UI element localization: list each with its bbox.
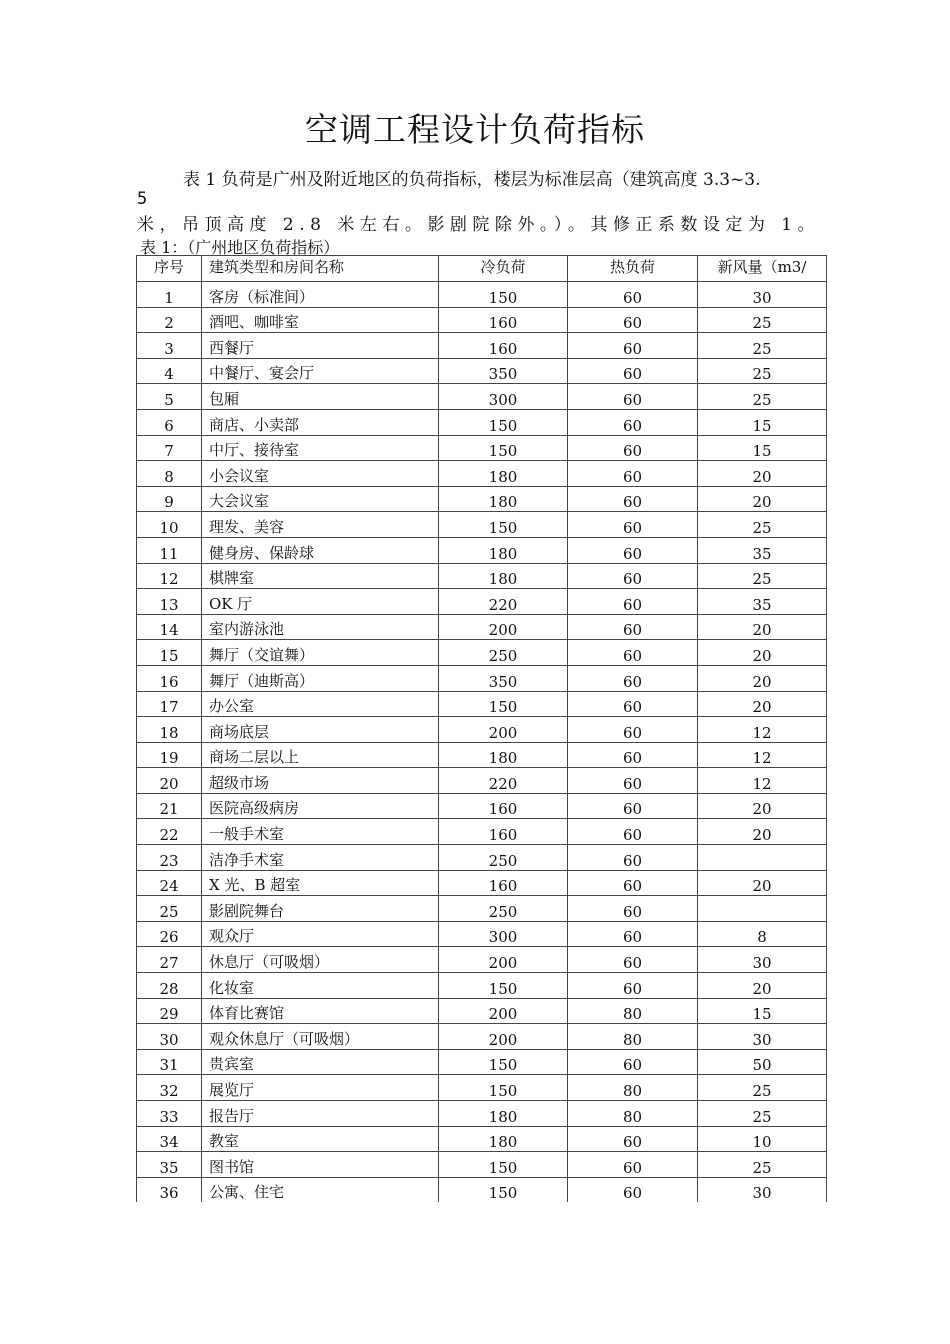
fresh-air-cell: 30 bbox=[698, 282, 827, 308]
row-index-cell: 29 bbox=[137, 998, 202, 1024]
row-index-cell: 33 bbox=[137, 1101, 202, 1127]
cooling-load-cell: 200 bbox=[439, 1024, 568, 1050]
heating-load-cell: 60 bbox=[568, 307, 698, 333]
row-index-cell: 20 bbox=[137, 768, 202, 794]
table-row bbox=[137, 461, 827, 487]
fresh-air-cell: 25 bbox=[698, 358, 827, 384]
building-type-cell: 医院高级病房 bbox=[202, 793, 439, 819]
heating-load-cell: 60 bbox=[568, 1177, 698, 1202]
building-type-cell: 贵宾室 bbox=[202, 1049, 439, 1075]
table-row bbox=[137, 1024, 827, 1050]
heating-load-cell: 60 bbox=[568, 435, 698, 461]
heating-load-cell: 60 bbox=[568, 333, 698, 359]
cooling-load-cell: 150 bbox=[439, 1075, 568, 1101]
row-index-cell: 6 bbox=[137, 409, 202, 435]
cooling-load-cell: 160 bbox=[439, 307, 568, 333]
heating-load-cell: 60 bbox=[568, 1126, 698, 1152]
fresh-air-cell: 15 bbox=[698, 998, 827, 1024]
table-row bbox=[137, 1101, 827, 1127]
building-type-cell: 一般手术室 bbox=[202, 819, 439, 845]
building-type-cell: 室内游泳池 bbox=[202, 614, 439, 640]
table-row bbox=[137, 435, 827, 461]
building-type-cell: 商场二层以上 bbox=[202, 742, 439, 768]
table-row bbox=[137, 537, 827, 563]
cooling-load-cell: 350 bbox=[439, 358, 568, 384]
row-index-cell: 23 bbox=[137, 845, 202, 871]
cooling-load-cell: 160 bbox=[439, 333, 568, 359]
building-type-cell: 休息厅（可吸烟） bbox=[202, 947, 439, 973]
table-row bbox=[137, 307, 827, 333]
fresh-air-cell: 20 bbox=[698, 819, 827, 845]
heating-load-cell: 60 bbox=[568, 691, 698, 717]
fresh-air-cell: 8 bbox=[698, 921, 827, 947]
table-caption: 表 1：（广州地区负荷指标） bbox=[140, 238, 340, 257]
table-row bbox=[137, 282, 827, 308]
heating-load-cell: 60 bbox=[568, 614, 698, 640]
table-row bbox=[137, 768, 827, 794]
building-type-cell: 观众厅 bbox=[202, 921, 439, 947]
fresh-air-cell: 25 bbox=[698, 1101, 827, 1127]
table-row bbox=[137, 1049, 827, 1075]
building-type-cell: 健身房、保龄球 bbox=[202, 537, 439, 563]
cooling-load-cell: 150 bbox=[439, 282, 568, 308]
building-type-cell: OK 厅 bbox=[202, 589, 439, 615]
building-type-cell: 商店、小卖部 bbox=[202, 409, 439, 435]
cooling-load-cell: 150 bbox=[439, 973, 568, 999]
row-index-cell: 34 bbox=[137, 1126, 202, 1152]
fresh-air-cell: 12 bbox=[698, 768, 827, 794]
fresh-air-cell: 10 bbox=[698, 1126, 827, 1152]
fresh-air-cell: 20 bbox=[698, 614, 827, 640]
fresh-air-cell: 35 bbox=[698, 589, 827, 615]
heating-load-cell: 60 bbox=[568, 1049, 698, 1075]
cooling-load-cell: 200 bbox=[439, 998, 568, 1024]
heating-load-cell: 60 bbox=[568, 486, 698, 512]
heating-load-cell: 60 bbox=[568, 358, 698, 384]
heating-load-cell: 60 bbox=[568, 589, 698, 615]
cooling-load-cell: 160 bbox=[439, 793, 568, 819]
table-row bbox=[137, 742, 827, 768]
building-type-cell: 理发、美容 bbox=[202, 512, 439, 538]
building-type-cell: 图书馆 bbox=[202, 1152, 439, 1178]
heating-load-cell: 80 bbox=[568, 1024, 698, 1050]
table-row bbox=[137, 589, 827, 615]
building-type-cell: 观众休息厅（可吸烟） bbox=[202, 1024, 439, 1050]
heating-load-cell: 60 bbox=[568, 384, 698, 410]
header-cooling-load: 冷负荷 bbox=[439, 256, 568, 282]
heating-load-cell: 60 bbox=[568, 512, 698, 538]
table-row bbox=[137, 717, 827, 743]
table-row bbox=[137, 947, 827, 973]
row-index-cell: 12 bbox=[137, 563, 202, 589]
table-row bbox=[137, 1126, 827, 1152]
building-type-cell: 中厅、接待室 bbox=[202, 435, 439, 461]
building-type-cell: 大会议室 bbox=[202, 486, 439, 512]
building-type-cell: 西餐厅 bbox=[202, 333, 439, 359]
fresh-air-cell: 35 bbox=[698, 537, 827, 563]
row-index-cell: 4 bbox=[137, 358, 202, 384]
fresh-air-cell: 25 bbox=[698, 1152, 827, 1178]
building-type-cell: 客房（标准间） bbox=[202, 282, 439, 308]
row-index-cell: 30 bbox=[137, 1024, 202, 1050]
row-index-cell: 1 bbox=[137, 282, 202, 308]
cooling-load-cell: 160 bbox=[439, 819, 568, 845]
heating-load-cell: 60 bbox=[568, 665, 698, 691]
heating-load-cell: 60 bbox=[568, 640, 698, 666]
table-row bbox=[137, 896, 827, 922]
table-header-row bbox=[137, 256, 827, 282]
heating-load-cell: 60 bbox=[568, 947, 698, 973]
row-index-cell: 14 bbox=[137, 614, 202, 640]
row-index-cell: 21 bbox=[137, 793, 202, 819]
cooling-load-cell: 180 bbox=[439, 563, 568, 589]
table-row bbox=[137, 921, 827, 947]
building-type-cell: 舞厅（交谊舞） bbox=[202, 640, 439, 666]
table-row bbox=[137, 973, 827, 999]
row-index-cell: 36 bbox=[137, 1177, 202, 1202]
heating-load-cell: 60 bbox=[568, 973, 698, 999]
building-type-cell: 小会议室 bbox=[202, 461, 439, 487]
intro-paragraph-line-1-wrap: 5 bbox=[137, 189, 148, 209]
header-index: 序号 bbox=[137, 256, 202, 282]
building-type-cell: 展览厅 bbox=[202, 1075, 439, 1101]
table-row bbox=[137, 819, 827, 845]
table-row bbox=[137, 409, 827, 435]
fresh-air-cell: 25 bbox=[698, 384, 827, 410]
row-index-cell: 25 bbox=[137, 896, 202, 922]
document-title: 空调工程设计负荷指标 bbox=[305, 110, 645, 149]
building-type-cell: 办公室 bbox=[202, 691, 439, 717]
building-type-cell: 报告厅 bbox=[202, 1101, 439, 1127]
table-row bbox=[137, 486, 827, 512]
fresh-air-cell: 20 bbox=[698, 486, 827, 512]
building-type-cell: 棋牌室 bbox=[202, 563, 439, 589]
row-index-cell: 3 bbox=[137, 333, 202, 359]
cooling-load-cell: 350 bbox=[439, 665, 568, 691]
building-type-cell: 教室 bbox=[202, 1126, 439, 1152]
row-index-cell: 10 bbox=[137, 512, 202, 538]
table-row bbox=[137, 1075, 827, 1101]
row-index-cell: 27 bbox=[137, 947, 202, 973]
table-row bbox=[137, 640, 827, 666]
cooling-load-cell: 150 bbox=[439, 512, 568, 538]
fresh-air-cell: 30 bbox=[698, 1177, 827, 1202]
table-row bbox=[137, 614, 827, 640]
building-type-cell: 影剧院舞台 bbox=[202, 896, 439, 922]
fresh-air-cell: 20 bbox=[698, 640, 827, 666]
row-index-cell: 2 bbox=[137, 307, 202, 333]
cooling-load-cell: 160 bbox=[439, 870, 568, 896]
fresh-air-cell: 12 bbox=[698, 717, 827, 743]
row-index-cell: 9 bbox=[137, 486, 202, 512]
row-index-cell: 15 bbox=[137, 640, 202, 666]
row-index-cell: 7 bbox=[137, 435, 202, 461]
cooling-load-cell: 180 bbox=[439, 742, 568, 768]
fresh-air-cell: 30 bbox=[698, 947, 827, 973]
fresh-air-cell: 25 bbox=[698, 1075, 827, 1101]
heating-load-cell: 60 bbox=[568, 870, 698, 896]
cooling-load-cell: 250 bbox=[439, 845, 568, 871]
cooling-load-cell: 180 bbox=[439, 461, 568, 487]
building-type-cell: X 光、B 超室 bbox=[202, 870, 439, 896]
building-type-cell: 体育比赛馆 bbox=[202, 998, 439, 1024]
cooling-load-cell: 300 bbox=[439, 921, 568, 947]
fresh-air-cell bbox=[698, 845, 827, 871]
building-type-cell: 商场底层 bbox=[202, 717, 439, 743]
table-row bbox=[137, 998, 827, 1024]
table-row bbox=[137, 691, 827, 717]
row-index-cell: 31 bbox=[137, 1049, 202, 1075]
table-row bbox=[137, 1152, 827, 1178]
table-row bbox=[137, 665, 827, 691]
heating-load-cell: 60 bbox=[568, 768, 698, 794]
cooling-load-cell: 180 bbox=[439, 1126, 568, 1152]
header-fresh-air: 新风量（m3/ bbox=[698, 256, 827, 282]
load-index-table bbox=[136, 255, 827, 1202]
table-row bbox=[137, 384, 827, 410]
heating-load-cell: 60 bbox=[568, 1152, 698, 1178]
fresh-air-cell: 20 bbox=[698, 973, 827, 999]
row-index-cell: 17 bbox=[137, 691, 202, 717]
fresh-air-cell: 20 bbox=[698, 461, 827, 487]
table-row bbox=[137, 793, 827, 819]
fresh-air-cell: 25 bbox=[698, 512, 827, 538]
fresh-air-cell: 20 bbox=[698, 870, 827, 896]
cooling-load-cell: 250 bbox=[439, 640, 568, 666]
heating-load-cell: 60 bbox=[568, 282, 698, 308]
row-index-cell: 24 bbox=[137, 870, 202, 896]
fresh-air-cell: 15 bbox=[698, 435, 827, 461]
cooling-load-cell: 200 bbox=[439, 947, 568, 973]
cooling-load-cell: 220 bbox=[439, 768, 568, 794]
table-row bbox=[137, 512, 827, 538]
row-index-cell: 22 bbox=[137, 819, 202, 845]
cooling-load-cell: 300 bbox=[439, 384, 568, 410]
fresh-air-cell: 15 bbox=[698, 409, 827, 435]
building-type-cell: 中餐厅、宴会厅 bbox=[202, 358, 439, 384]
table-row bbox=[137, 870, 827, 896]
heating-load-cell: 80 bbox=[568, 998, 698, 1024]
heating-load-cell: 60 bbox=[568, 793, 698, 819]
building-type-cell: 超级市场 bbox=[202, 768, 439, 794]
cooling-load-cell: 180 bbox=[439, 537, 568, 563]
heating-load-cell: 60 bbox=[568, 896, 698, 922]
row-index-cell: 26 bbox=[137, 921, 202, 947]
heating-load-cell: 60 bbox=[568, 461, 698, 487]
cooling-load-cell: 150 bbox=[439, 1049, 568, 1075]
fresh-air-cell: 25 bbox=[698, 307, 827, 333]
heating-load-cell: 60 bbox=[568, 742, 698, 768]
heating-load-cell: 80 bbox=[568, 1101, 698, 1127]
cooling-load-cell: 220 bbox=[439, 589, 568, 615]
fresh-air-cell: 50 bbox=[698, 1049, 827, 1075]
row-index-cell: 35 bbox=[137, 1152, 202, 1178]
fresh-air-cell: 20 bbox=[698, 691, 827, 717]
fresh-air-cell: 25 bbox=[698, 333, 827, 359]
cooling-load-cell: 250 bbox=[439, 896, 568, 922]
cooling-load-cell: 200 bbox=[439, 614, 568, 640]
heating-load-cell: 60 bbox=[568, 717, 698, 743]
fresh-air-cell: 30 bbox=[698, 1024, 827, 1050]
cooling-load-cell: 180 bbox=[439, 486, 568, 512]
building-type-cell: 公寓、住宅 bbox=[202, 1177, 439, 1202]
fresh-air-cell: 20 bbox=[698, 665, 827, 691]
table-row bbox=[137, 1177, 827, 1202]
heating-load-cell: 60 bbox=[568, 819, 698, 845]
heating-load-cell: 60 bbox=[568, 921, 698, 947]
intro-paragraph-line-1: 表 1 负荷是广州及附近地区的负荷指标，楼层为标准层高（建筑高度 3.3~3. bbox=[183, 170, 761, 190]
building-type-cell: 舞厅（迪斯高） bbox=[202, 665, 439, 691]
row-index-cell: 18 bbox=[137, 717, 202, 743]
row-index-cell: 5 bbox=[137, 384, 202, 410]
table-row bbox=[137, 845, 827, 871]
cooling-load-cell: 150 bbox=[439, 691, 568, 717]
heating-load-cell: 60 bbox=[568, 409, 698, 435]
row-index-cell: 11 bbox=[137, 537, 202, 563]
cooling-load-cell: 150 bbox=[439, 409, 568, 435]
row-index-cell: 8 bbox=[137, 461, 202, 487]
intro-paragraph-line-2: 米，吊顶高度 2.8 米左右。影剧院除外。）。其修正系数设定为 1。 bbox=[137, 215, 821, 235]
fresh-air-cell: 12 bbox=[698, 742, 827, 768]
building-type-cell: 洁净手术室 bbox=[202, 845, 439, 871]
row-index-cell: 32 bbox=[137, 1075, 202, 1101]
table-row bbox=[137, 333, 827, 359]
heating-load-cell: 60 bbox=[568, 537, 698, 563]
row-index-cell: 13 bbox=[137, 589, 202, 615]
building-type-cell: 酒吧、咖啡室 bbox=[202, 307, 439, 333]
fresh-air-cell: 20 bbox=[698, 793, 827, 819]
cooling-load-cell: 150 bbox=[439, 1177, 568, 1202]
cooling-load-cell: 150 bbox=[439, 435, 568, 461]
header-building-type: 建筑类型和房间名称 bbox=[202, 256, 439, 282]
building-type-cell: 包厢 bbox=[202, 384, 439, 410]
header-heating-load: 热负荷 bbox=[568, 256, 698, 282]
heating-load-cell: 60 bbox=[568, 563, 698, 589]
fresh-air-cell bbox=[698, 896, 827, 922]
building-type-cell: 化妆室 bbox=[202, 973, 439, 999]
cooling-load-cell: 150 bbox=[439, 1152, 568, 1178]
row-index-cell: 28 bbox=[137, 973, 202, 999]
table-row bbox=[137, 358, 827, 384]
heating-load-cell: 80 bbox=[568, 1075, 698, 1101]
row-index-cell: 16 bbox=[137, 665, 202, 691]
cooling-load-cell: 200 bbox=[439, 717, 568, 743]
table-body bbox=[137, 282, 827, 1203]
table-row bbox=[137, 563, 827, 589]
fresh-air-cell: 25 bbox=[698, 563, 827, 589]
heating-load-cell: 60 bbox=[568, 845, 698, 871]
row-index-cell: 19 bbox=[137, 742, 202, 768]
cooling-load-cell: 180 bbox=[439, 1101, 568, 1127]
